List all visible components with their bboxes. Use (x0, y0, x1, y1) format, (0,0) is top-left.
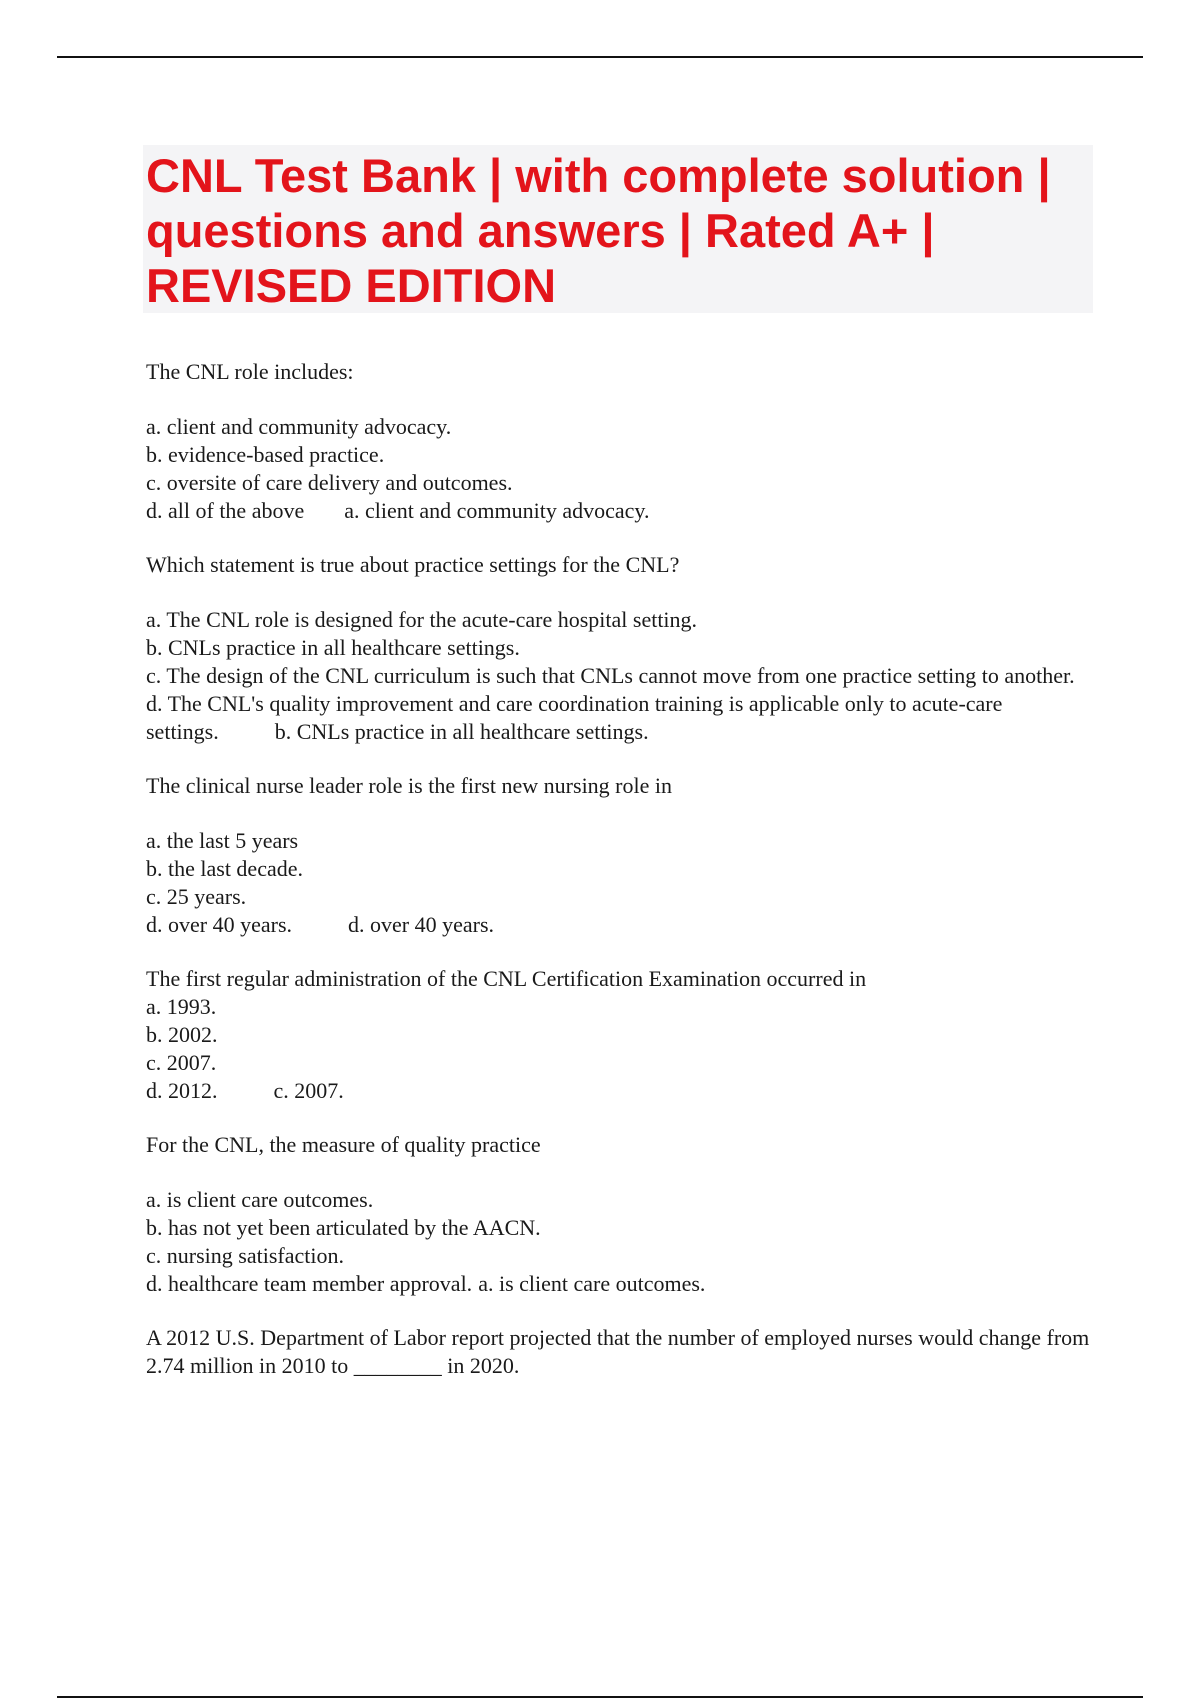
answer-text: b. CNLs practice in all healthcare settings. (274, 719, 649, 744)
option-d-with-answer (146, 1077, 1096, 1105)
question-4 (146, 965, 1096, 1105)
answer-text: a. client and community advocacy. (344, 498, 650, 523)
option-b: b. CNLs practice in all healthcare settings. (146, 635, 520, 660)
option-c: c. The design of the CNL curriculum is such that CNLs cannot move from one practice setting to another. (146, 663, 1075, 688)
top-rule (57, 56, 1143, 58)
option-b: b. evidence-based practice. (146, 442, 385, 467)
option-c: c. 25 years. (146, 884, 247, 909)
answer-text: a. is client care outcomes. (478, 1271, 706, 1296)
option-a: a. is client care outcomes. (146, 1187, 374, 1212)
option-d: d. The CNL's quality improvement and care coordination training is applicable only to acute-care settings. (146, 691, 1003, 744)
option-a: a. the last 5 years (146, 828, 299, 853)
option-b: b. the last decade. (146, 856, 303, 881)
question-list (146, 358, 1096, 1406)
question-3 (146, 772, 1096, 939)
option-c: c. oversite of care delivery and outcomes. (146, 470, 513, 495)
option-c: c. nursing satisfaction. (146, 1243, 344, 1268)
option-d-with-answer (146, 911, 1096, 939)
option-a: a. The CNL role is designed for the acute-care hospital setting. (146, 607, 698, 632)
bottom-rule (57, 1696, 1143, 1698)
question-stem: The clinical nurse leader role is the first new nursing role in (146, 773, 672, 798)
question-stem: The CNL role includes: (146, 359, 354, 384)
option-d: d. 2012. (146, 1078, 218, 1103)
option-d: d. all of the above (146, 498, 305, 523)
document-title: CNL Test Bank | with complete solution | questions and answers | Rated A+ | REVISED EDITION (146, 149, 1051, 312)
question-stem: A 2012 U.S. Department of Labor report projected that the number of employed nurses would change from 2.74 million in 2010 to ________ in 2020. (146, 1325, 1090, 1378)
option-d-with-answer (146, 497, 1096, 525)
question-stem: The first regular administration of the CNL Certification Examination occurred in (146, 966, 867, 991)
option-a: a. 1993. (146, 994, 217, 1019)
question-1 (146, 358, 1096, 525)
option-a: a. client and community advocacy. (146, 414, 452, 439)
question-6 (146, 1324, 1096, 1380)
option-b: b. 2002. (146, 1022, 218, 1047)
option-d: d. healthcare team member approval. (146, 1271, 473, 1296)
option-d-with-answer (146, 690, 1096, 746)
question-stem: For the CNL, the measure of quality practice (146, 1132, 541, 1157)
answer-text: c. 2007. (273, 1078, 344, 1103)
option-d-with-answer (146, 1270, 1096, 1298)
answer-text: d. over 40 years. (348, 912, 495, 937)
question-stem: Which statement is true about practice settings for the CNL? (146, 552, 680, 577)
option-b: b. has not yet been articulated by the AACN. (146, 1215, 541, 1240)
option-c: c. 2007. (146, 1050, 217, 1075)
question-2 (146, 551, 1096, 746)
question-5 (146, 1131, 1096, 1298)
option-d: d. over 40 years. (146, 912, 293, 937)
